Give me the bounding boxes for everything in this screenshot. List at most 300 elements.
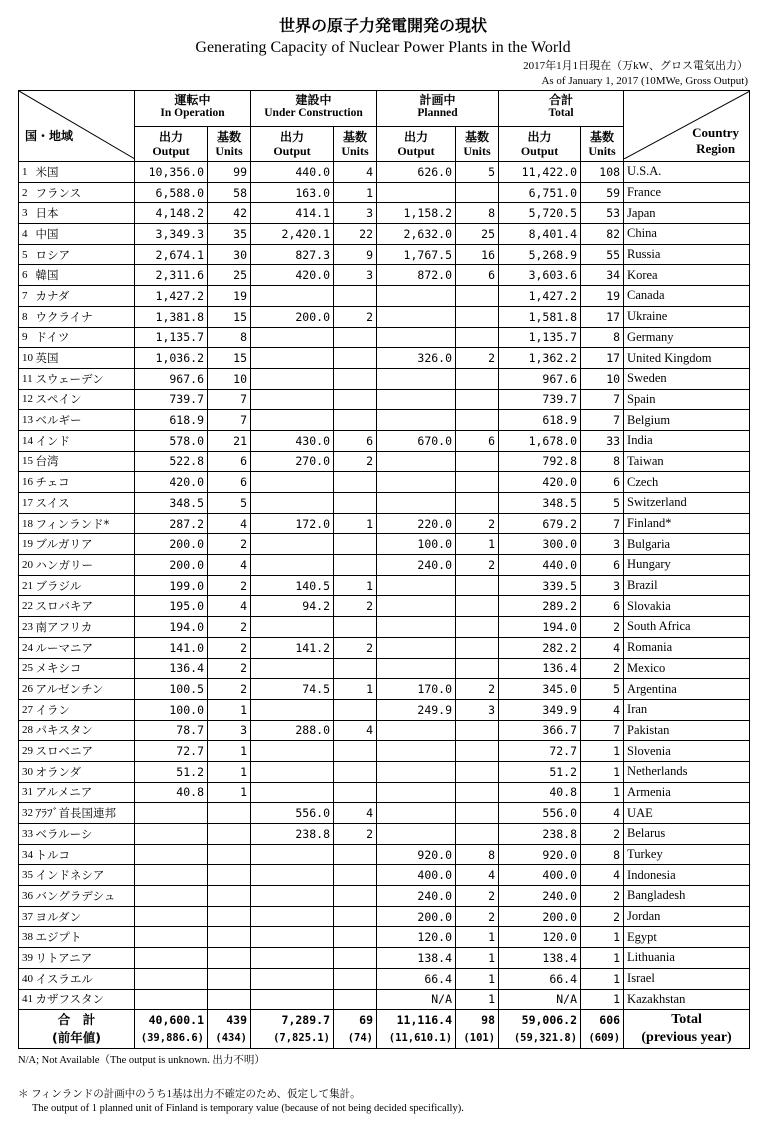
total-units: 4 [581, 865, 624, 886]
table-row [19, 782, 750, 803]
row-index: 10 [19, 348, 35, 369]
diagonal-line-icon [19, 91, 135, 159]
construction-output: 163.0 [251, 182, 334, 203]
construction-output [251, 989, 334, 1010]
operation-output [135, 844, 208, 865]
operation-units: 19 [208, 286, 251, 307]
row-index: 32 [19, 803, 35, 824]
planned-output: 920.0 [377, 844, 456, 865]
total-units: 1 [581, 761, 624, 782]
row-index: 41 [19, 989, 35, 1010]
table-row [19, 224, 750, 245]
total-group-header: 合計 Total [499, 91, 624, 127]
total-output: 348.5 [499, 493, 581, 514]
planned-output: 100.0 [377, 534, 456, 555]
row-index: 11 [19, 368, 35, 389]
operation-output: 1,036.2 [135, 348, 208, 369]
planned-output: 626.0 [377, 162, 456, 183]
row-index: 16 [19, 472, 35, 493]
construction-output: 238.8 [251, 824, 334, 845]
construction-output [251, 658, 334, 679]
operation-output: 6,588.0 [135, 182, 208, 203]
operation-units: 1 [208, 699, 251, 720]
operation-output: 287.2 [135, 513, 208, 534]
page-title-en: Generating Capacity of Nuclear Power Plants in the World [195, 39, 571, 56]
planned-output: 400.0 [377, 865, 456, 886]
country-name-en: Canada [624, 286, 750, 307]
country-name-en: Slovenia [624, 741, 750, 762]
total-output: 366.7 [499, 720, 581, 741]
operation-units: 3 [208, 720, 251, 741]
planned-units [456, 637, 499, 658]
country-name-en: Argentina [624, 679, 750, 700]
planned-units: 2 [456, 906, 499, 927]
row-index: 37 [19, 906, 35, 927]
total-output-header: 出力 Output [499, 127, 581, 162]
table-row [19, 286, 750, 307]
total-units: 53 [581, 203, 624, 224]
total-planned-output: 11,116.4 (11,610.1) [377, 1010, 456, 1049]
planned-output [377, 327, 456, 348]
construction-output: 440.0 [251, 162, 334, 183]
planned-units: 1 [456, 534, 499, 555]
construction-units [334, 865, 377, 886]
operation-units: 99 [208, 162, 251, 183]
country-name-en: Sweden [624, 368, 750, 389]
country-name-en: Germany [624, 327, 750, 348]
country-name-en: Ukraine [624, 306, 750, 327]
row-index: 27 [19, 699, 35, 720]
planned-output: 2,632.0 [377, 224, 456, 245]
total-operation-output: 40,600.1 (39,886.6) [135, 1010, 208, 1049]
operation-output: 1,381.8 [135, 306, 208, 327]
row-index: 8 [19, 306, 35, 327]
total-output: 6,751.0 [499, 182, 581, 203]
table-row [19, 968, 750, 989]
total-units: 6 [581, 472, 624, 493]
construction-units: 1 [334, 513, 377, 534]
total-output: 72.7 [499, 741, 581, 762]
construction-output [251, 968, 334, 989]
operation-units: 7 [208, 389, 251, 410]
planned-units: 4 [456, 865, 499, 886]
construction-output [251, 948, 334, 969]
operation-units: 15 [208, 306, 251, 327]
nuclear-capacity-table [18, 90, 750, 1049]
table-row [19, 368, 750, 389]
planned-output [377, 368, 456, 389]
construction-units: 4 [334, 720, 377, 741]
row-index: 20 [19, 555, 35, 576]
operation-output: 100.0 [135, 699, 208, 720]
planned-output: 170.0 [377, 679, 456, 700]
row-index: 17 [19, 493, 35, 514]
country-name-jp: スロベニア [35, 741, 135, 762]
country-name-en: Bulgaria [624, 534, 750, 555]
planned-group-header: 計画中 Planned [377, 91, 499, 127]
construction-units: 3 [334, 203, 377, 224]
country-name-en: Japan [624, 203, 750, 224]
total-units: 19 [581, 286, 624, 307]
operation-units [208, 886, 251, 907]
planned-units [456, 803, 499, 824]
country-name-jp: オランダ [35, 761, 135, 782]
operation-output [135, 989, 208, 1010]
construction-output: 94.2 [251, 596, 334, 617]
country-name-jp: ヨルダン [35, 906, 135, 927]
planned-output [377, 493, 456, 514]
operation-output: 51.2 [135, 761, 208, 782]
total-output: 66.4 [499, 968, 581, 989]
row-index: 2 [19, 182, 35, 203]
country-name-en: Bangladesh [624, 886, 750, 907]
planned-output: 1,767.5 [377, 244, 456, 265]
total-output: 349.9 [499, 699, 581, 720]
total-units: 34 [581, 265, 624, 286]
country-name-jp: スロバキア [35, 596, 135, 617]
table-row [19, 162, 750, 183]
country-name-jp: イラン [35, 699, 135, 720]
operation-units: 30 [208, 244, 251, 265]
planned-output: N/A [377, 989, 456, 1010]
region-header-label: 国・地域 [25, 129, 74, 143]
operation-output: 200.0 [135, 555, 208, 576]
planned-units: 1 [456, 948, 499, 969]
row-index: 30 [19, 761, 35, 782]
construction-output [251, 886, 334, 907]
total-output: N/A [499, 989, 581, 1010]
table-row [19, 306, 750, 327]
operation-units: 4 [208, 596, 251, 617]
country-name-jp: 中国 [35, 224, 135, 245]
total-output: 792.8 [499, 451, 581, 472]
country-name-en: Egypt [624, 927, 750, 948]
country-name-en: France [624, 182, 750, 203]
table-row [19, 182, 750, 203]
construction-units: 1 [334, 575, 377, 596]
total-units: 10 [581, 368, 624, 389]
planned-units: 2 [456, 513, 499, 534]
construction-output [251, 844, 334, 865]
country-name-en: U.S.A. [624, 162, 750, 183]
table-row [19, 824, 750, 845]
operation-units-header: 基数 Units [208, 127, 251, 162]
total-output: 282.2 [499, 637, 581, 658]
planned-output: 1,158.2 [377, 203, 456, 224]
country-name-en: Taiwan [624, 451, 750, 472]
total-units: 7 [581, 720, 624, 741]
country-name-jp: 米国 [35, 162, 135, 183]
operation-output: 195.0 [135, 596, 208, 617]
planned-output: 120.0 [377, 927, 456, 948]
table-row [19, 906, 750, 927]
total-output: 200.0 [499, 906, 581, 927]
construction-units [334, 761, 377, 782]
operation-units: 25 [208, 265, 251, 286]
planned-output: 249.9 [377, 699, 456, 720]
planned-output: 240.0 [377, 886, 456, 907]
country-name-en: China [624, 224, 750, 245]
country-name-jp: エジプト [35, 927, 135, 948]
operation-units [208, 989, 251, 1010]
construction-output [251, 741, 334, 762]
country-name-en: Romania [624, 637, 750, 658]
planned-units: 1 [456, 968, 499, 989]
country-name-jp: インド [35, 430, 135, 451]
row-index: 35 [19, 865, 35, 886]
construction-output: 414.1 [251, 203, 334, 224]
total-units: 8 [581, 327, 624, 348]
construction-units [334, 410, 377, 431]
country-name-jp: フランス [35, 182, 135, 203]
total-output: 967.6 [499, 368, 581, 389]
country-name-jp: スペイン [35, 389, 135, 410]
construction-units: 22 [334, 224, 377, 245]
total-units: 82 [581, 224, 624, 245]
country-name-en: Pakistan [624, 720, 750, 741]
operation-units: 2 [208, 534, 251, 555]
planned-units [456, 720, 499, 741]
planned-output [377, 741, 456, 762]
planned-units [456, 472, 499, 493]
country-name-en: Switzerland [624, 493, 750, 514]
operation-output: 4,148.2 [135, 203, 208, 224]
construction-units [334, 699, 377, 720]
na-footnote: N/A; Not Available（The output is unknown. 出力不明） [18, 1055, 265, 1066]
country-name-jp: 英国 [35, 348, 135, 369]
operation-units: 4 [208, 513, 251, 534]
operation-units: 1 [208, 782, 251, 803]
table-row [19, 989, 750, 1010]
construction-output [251, 761, 334, 782]
row-index: 15 [19, 451, 35, 472]
total-units: 3 [581, 575, 624, 596]
planned-units [456, 575, 499, 596]
total-output: 339.5 [499, 575, 581, 596]
operation-units: 1 [208, 761, 251, 782]
construction-output: 140.5 [251, 575, 334, 596]
country-name-jp: パキスタン [35, 720, 135, 741]
construction-output [251, 348, 334, 369]
planned-units [456, 782, 499, 803]
row-index: 13 [19, 410, 35, 431]
total-units: 17 [581, 348, 624, 369]
table-row [19, 617, 750, 638]
total-units: 33 [581, 430, 624, 451]
operation-units: 10 [208, 368, 251, 389]
construction-output [251, 534, 334, 555]
total-output: 8,401.4 [499, 224, 581, 245]
country-name-en: Finland* [624, 513, 750, 534]
country-label: Country [692, 125, 740, 140]
planned-units: 2 [456, 886, 499, 907]
table-row [19, 203, 750, 224]
total-units: 108 [581, 162, 624, 183]
construction-units [334, 658, 377, 679]
operation-units: 2 [208, 575, 251, 596]
table-row [19, 927, 750, 948]
row-index: 31 [19, 782, 35, 803]
operation-units: 15 [208, 348, 251, 369]
row-index: 36 [19, 886, 35, 907]
construction-output [251, 472, 334, 493]
construction-output [251, 410, 334, 431]
planned-units: 25 [456, 224, 499, 245]
operation-group-header: 運転中 In Operation [135, 91, 251, 127]
country-name-jp: バングラデシュ [35, 886, 135, 907]
operation-output: 141.0 [135, 637, 208, 658]
planned-output [377, 761, 456, 782]
planned-output [377, 782, 456, 803]
country-name-en: India [624, 430, 750, 451]
total-units: 8 [581, 844, 624, 865]
planned-output: 670.0 [377, 430, 456, 451]
operation-output [135, 927, 208, 948]
planned-units [456, 596, 499, 617]
planned-units: 1 [456, 989, 499, 1010]
total-output: 300.0 [499, 534, 581, 555]
table-row [19, 720, 750, 741]
total-units: 2 [581, 906, 624, 927]
total-output: 1,581.8 [499, 306, 581, 327]
country-name-jp: トルコ [35, 844, 135, 865]
total-units: 6 [581, 555, 624, 576]
total-units: 5 [581, 679, 624, 700]
construction-output [251, 327, 334, 348]
total-output: 51.2 [499, 761, 581, 782]
planned-output [377, 306, 456, 327]
planned-output: 200.0 [377, 906, 456, 927]
total-construction-output: 7,289.7 (7,825.1) [251, 1010, 334, 1049]
country-name-jp: チェコ [35, 472, 135, 493]
operation-units [208, 906, 251, 927]
construction-units [334, 493, 377, 514]
country-name-jp: 韓国 [35, 265, 135, 286]
construction-units: 4 [334, 803, 377, 824]
construction-units: 1 [334, 679, 377, 700]
total-output: 345.0 [499, 679, 581, 700]
row-index: 18 [19, 513, 35, 534]
construction-units [334, 844, 377, 865]
country-name-en: Iran [624, 699, 750, 720]
row-index: 22 [19, 596, 35, 617]
operation-output: 10,356.0 [135, 162, 208, 183]
construction-output: 172.0 [251, 513, 334, 534]
construction-units [334, 617, 377, 638]
planned-output: 66.4 [377, 968, 456, 989]
planned-output [377, 389, 456, 410]
construction-units: 6 [334, 430, 377, 451]
total-row-label-en: Total (previous year) [624, 1010, 750, 1049]
total-units: 1 [581, 782, 624, 803]
country-name-en: Kazakhstan [624, 989, 750, 1010]
operation-output [135, 865, 208, 886]
operation-units [208, 948, 251, 969]
operation-units [208, 803, 251, 824]
total-units: 1 [581, 927, 624, 948]
country-name-jp: ルーマニア [35, 637, 135, 658]
construction-units: 4 [334, 162, 377, 183]
operation-output [135, 803, 208, 824]
country-name-jp: ハンガリー [35, 555, 135, 576]
planned-units [456, 306, 499, 327]
row-index: 28 [19, 720, 35, 741]
total-units: 6 [581, 596, 624, 617]
planned-units: 2 [456, 555, 499, 576]
construction-output: 827.3 [251, 244, 334, 265]
country-name-en: Slovakia [624, 596, 750, 617]
total-operation-units: 439 (434) [208, 1010, 251, 1049]
total-planned-units: 98 (101) [456, 1010, 499, 1049]
total-units: 2 [581, 617, 624, 638]
construction-output [251, 699, 334, 720]
table-row [19, 886, 750, 907]
operation-units: 21 [208, 430, 251, 451]
operation-units [208, 927, 251, 948]
construction-units [334, 927, 377, 948]
operation-units: 35 [208, 224, 251, 245]
planned-units: 5 [456, 162, 499, 183]
country-name-en: Lithuania [624, 948, 750, 969]
construction-units [334, 968, 377, 989]
country-name-en: Korea [624, 265, 750, 286]
planned-output [377, 617, 456, 638]
total-output: 400.0 [499, 865, 581, 886]
total-units: 1 [581, 741, 624, 762]
total-units: 3 [581, 534, 624, 555]
construction-output: 2,420.1 [251, 224, 334, 245]
construction-output: 420.0 [251, 265, 334, 286]
row-index: 19 [19, 534, 35, 555]
planned-output: 138.4 [377, 948, 456, 969]
operation-units: 2 [208, 679, 251, 700]
country-name-jp: インドネシア [35, 865, 135, 886]
planned-units [456, 368, 499, 389]
operation-output: 739.7 [135, 389, 208, 410]
planned-units [456, 761, 499, 782]
construction-units [334, 368, 377, 389]
table-row [19, 679, 750, 700]
construction-units [334, 906, 377, 927]
row-index: 24 [19, 637, 35, 658]
table-row [19, 472, 750, 493]
construction-output: 141.2 [251, 637, 334, 658]
operation-units: 42 [208, 203, 251, 224]
operation-units: 2 [208, 637, 251, 658]
operation-units: 2 [208, 658, 251, 679]
table-row [19, 327, 750, 348]
planned-output [377, 720, 456, 741]
total-output: 739.7 [499, 389, 581, 410]
country-name-en: Russia [624, 244, 750, 265]
total-output: 920.0 [499, 844, 581, 865]
total-units: 5 [581, 493, 624, 514]
planned-units: 8 [456, 844, 499, 865]
country-name-jp: ウクライナ [35, 306, 135, 327]
table-row [19, 803, 750, 824]
as-of-date-jp: 2017年1月1日現在（万kW、グロス電気出力） [523, 60, 748, 72]
planned-output: 872.0 [377, 265, 456, 286]
total-units: 1 [581, 989, 624, 1010]
row-index: 34 [19, 844, 35, 865]
construction-output [251, 865, 334, 886]
operation-output: 2,311.6 [135, 265, 208, 286]
country-name-jp: スウェーデン [35, 368, 135, 389]
operation-output: 200.0 [135, 534, 208, 555]
planned-output [377, 658, 456, 679]
total-output: 40.8 [499, 782, 581, 803]
country-name-en: Armenia [624, 782, 750, 803]
